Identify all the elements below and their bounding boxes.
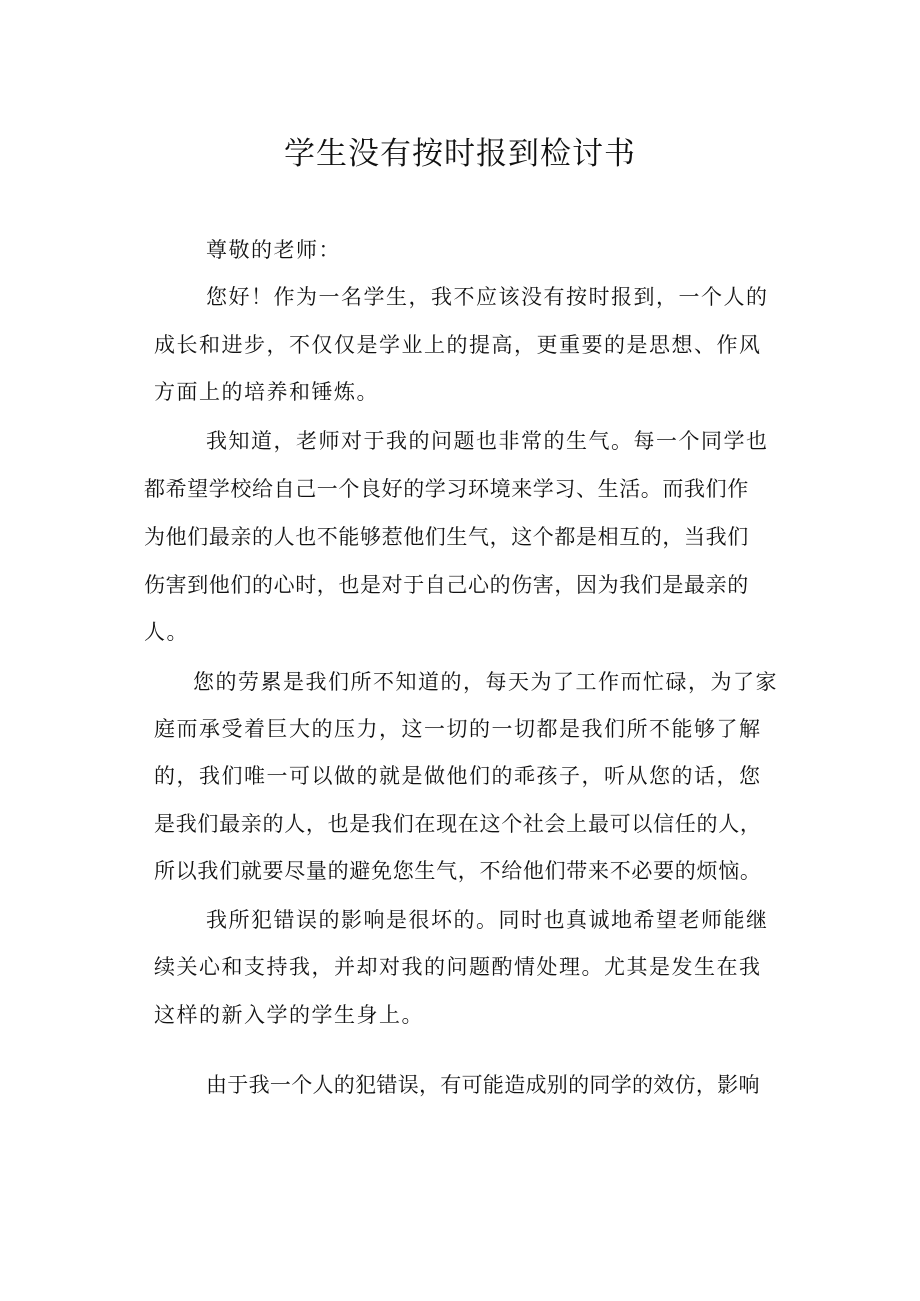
salutation: 尊敬的老师：	[206, 238, 341, 262]
paragraph-2-line-5: 人。	[144, 620, 189, 644]
paragraph-2-line-4: 伤害到他们的心时，也是对于自己心的伤害，因为我们是最亲的	[144, 573, 749, 597]
paragraph-4-line-3: 这样的新入学的学生身上。	[154, 1003, 424, 1027]
paragraph-3-line-2: 庭而承受着巨大的压力，这一切的一切都是我们所不能够了解	[154, 717, 762, 741]
paragraph-3-line-3: 的，我们唯一可以做的就是做他们的乖孩子，听从您的话，您	[154, 764, 762, 788]
paragraph-5-line-1: 由于我一个人的犯错误，有可能造成别的同学的效仿，影响	[206, 1073, 760, 1097]
paragraph-2-line-2: 都希望学校给自己一个良好的学习环境来学习、生活。而我们作	[144, 477, 749, 501]
paragraph-1-line-3: 方面上的培养和锤炼。	[154, 380, 379, 404]
paragraph-2-line-3: 为他们最亲的人也不能够惹他们生气，这个都是相互的，当我们	[144, 525, 749, 549]
paragraph-3-line-4: 是我们最亲的人，也是我们在现在这个社会上最可以信任的人，	[154, 812, 762, 836]
paragraph-2-line-1: 我知道，老师对于我的问题也非常的生气。每一个同学也	[206, 429, 769, 453]
paragraph-3-line-5: 所以我们就要尽量的避免您生气，不给他们带来不必要的烦恼。	[154, 859, 762, 883]
paragraph-4-line-2: 续关心和支持我，并却对我的问题酌情处理。尤其是发生在我	[154, 955, 762, 979]
paragraph-1-line-1: 您好！作为一名学生，我不应该没有按时报到，一个人的	[206, 285, 769, 309]
paragraph-3-line-1: 您的劳累是我们所不知道的，每天为了工作而忙碌，为了家	[193, 670, 778, 694]
paragraph-1-line-2: 成长和进步，不仅仅是学业上的提高，更重要的是思想、作风	[154, 333, 762, 357]
document-title: 学生没有按时报到检讨书	[284, 136, 636, 172]
paragraph-4-line-1: 我所犯错误的影响是很坏的。同时也真诚地希望老师能继	[206, 908, 769, 932]
